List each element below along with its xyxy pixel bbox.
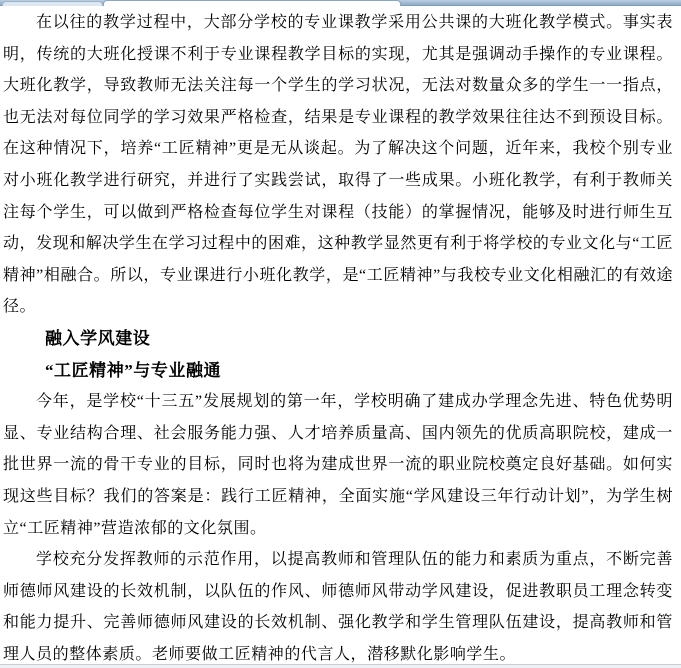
body-paragraph-shisanwu-plan: 今年，是学校“十三五”发展规划的第一年，学校明确了建成办学理念先进、特色优势明显、专业结构合理、社会服务能力强、人才培养质量高、国内领先的优质高职院校，建成一批世界一流的骨干专业的目标，同时也将为建成世界一流的职业院校奠定良好基础。如何实现这些目标？我们的答案是：践行工匠精神，全面实施“学风建设三年行动计划”，为学生树立“工匠精神”营造浓郁的文化氛围。 <box>3 393 673 537</box>
section-heading-gongjiang-rongtong: “工匠精神”与专业融通 <box>45 360 222 380</box>
section-heading-xuefeng-jianshe: 融入学风建设 <box>45 328 151 348</box>
body-paragraph-teaching-mode: 在以往的教学过程中，大部分学校的专业课教学采用公共课的大班化教学模式。事实表明，传统的大班化授课不利于专业课程教学目标的实现，尤其是强调动手操作的专业课程。大班化教学，导致教师无法关注每一个学生的学习状况，无法对数量众多的学生一一指点，也无法对每位同学的学习效果严格检查，结果是专业课程的教学效果往往达不到预设目标。在这种情况下，培养“工匠精神”更是无从谈起。为了解决这个问题，近年来，我校个别专业对小班化教学进行研究，并进行了实践尝试，取得了一些成果。小班化教学，有利于教师关注每个学生，可以做到严格检查每位学生对课程（技能）的掌握情况，能够及时进行师生互动，发现和解决学生在学习过程中的困难，这种教学显然更有利于将学校的专业文化与“工匠精神”相融合。所以，专业课进行小班化教学，是“工匠精神”与我校专业文化相融汇的有效途径。 <box>3 14 673 316</box>
document-body <box>0 6 681 664</box>
body-paragraph-teacher-role: 学校充分发挥教师的示范作用，以提高教师和管理队伍的能力和素质为重点，不断完善师德师风建设的长效机制，以队伍的作风、师德师风带动学风建设，促进教职员工理念转变和能力提升、完善师德师风建设的长效机制、强化教学和学生管理队伍建设，提高教师和管理人员的整体素质。老师要做工匠精神的代言人，潜移默化影响学生。 <box>3 551 673 663</box>
status-bar-sliver <box>0 664 681 668</box>
